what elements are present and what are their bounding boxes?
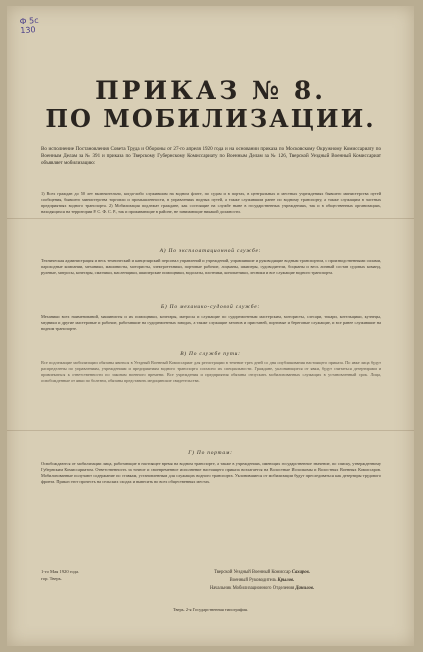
- order-date: 1-го Мая 1920 года.: [41, 569, 80, 574]
- archive-stamp-line1: Ф 5с: [19, 15, 39, 27]
- document-sheet: [7, 6, 414, 646]
- section-body-track: Все подлежащие мобилизации обязаны явиться в Уездный Военный Комиссариат для регистрации в течение трех дней со дня опубликования настоящего приказа. По явке лица будут распределены по управлениям, учреждениям и предприятиям водного транспорта согласно их специальности. Граждане, уклоняющиеся от явки, будут считаться дезертирами и привлекаться к ответственности по законам военного времени. Все учреждения и предприятия обязаны отпускать мобилизованных служащих в установленный срок. Лица, освобожденные от явки по болезни, обязаны представить медицинские свидетельства.: [41, 360, 381, 384]
- section-body-exploitation: Техническая администрация и весь технический и канцелярский персонал управлений и учреждений, управлявшие и руководящие водным транспортом, с производственными силами, пароходные компании, механики, машинисты, мотористы, электротехники, портовые рабочие, лоцманы, шкиперы, судоводители, боцманы и весь личный состав судовых команд, рулевые, матросы, кочегары, смазчики, масленщики, шкиперские помощники, водолазы, плотники, конопатчики, лесники и все служащие водного транспорта.: [41, 258, 381, 276]
- signature-role-1: Тверской Уездный Военный Комиссар: [214, 570, 291, 575]
- fold-line: [7, 430, 414, 431]
- signature-name-2: Крылов.: [277, 578, 295, 584]
- order-title: ПРИКАЗ № 8.: [95, 76, 326, 105]
- signature-block: [137, 569, 387, 594]
- paragraph-1: 1) Всех граждан до 50 лет включительно, когда-либо служившим на водном флоте, по судам и в портах, в центральных и местных учреждениях бывшего министерства путей сообщения, бывшего министерства торговли и промышленности, в управлениях водных путей, а также служившим ранее по водному транспорту, а также служащим в частных предприятиях водного транспорта. 2) Мобилизация подлежат граждане, как состоящие на службе ныне в государственных учреждениях, так и в общественных организациях, находящихся на территории Р. С. Ф. С. Р., так и проживающие в районе, не занимающие никакой должности.: [41, 191, 381, 215]
- section-body-mechanical: Механики всех наименований, машинисты и их помощники, кочегары, матросы и служащие по судоремонтным мастерским, мотористы, слесари, токари, котельщики, кузнецы, медники и другие мастеровые и рабочие, работавшие на судоремонтных заводах, а также служащие затонов и пристаней, портовые и береговые служащие, и все ранее служившие на водном транспорте.: [41, 314, 381, 332]
- signature-role-2: Военный Руководитель: [229, 578, 277, 584]
- section-title-mechanical: Б) По механико-судовой службе:: [160, 304, 261, 310]
- fold-line: [7, 218, 414, 219]
- signature-role-3: Начальник Мобилизационного Отделения: [209, 586, 295, 592]
- section-title-track: В) По службе пути:: [180, 351, 241, 357]
- intro-paragraph: Во исполнение Постановления Совета Труда и Обороны от 27-го апреля 1920 года и на основании приказа по Московскому Окружному Комиссариату по Военным Делам за № 391 и приказа по Тверскому Губернскому Комиссариату по Военным Делам за № 126, Тверской Уездный Военный Комиссариат объявляет мобилизацию:: [41, 146, 381, 167]
- section-title-exploitation: А) По эксплоатационной службе:: [159, 248, 262, 254]
- order-place: гор. Тверь.: [41, 575, 62, 581]
- signature-line-2: [137, 577, 387, 585]
- archive-stamp: [19, 15, 54, 35]
- printer-imprint: Тверь. 2-я Государственная типография.: [173, 607, 248, 612]
- signature-line-1: [137, 569, 387, 577]
- signature-line-3: [137, 585, 387, 593]
- order-subtitle: ПО МОБИЛИЗАЦИИ.: [45, 104, 376, 133]
- archive-stamp-line2: 130: [20, 25, 36, 36]
- signature-name-1: Сахаров.: [291, 570, 310, 575]
- section-title-ports: Г) По портам:: [188, 450, 233, 456]
- signature-name-3: Данилов.: [295, 586, 315, 592]
- section-body-ports: Освобождаются от мобилизации лица, работающие в настоящее время на водном транспорте, а также в учреждениях, имеющих государственное значение, по списку, утвержденному Губернским Комиссариатом. Ответственность за точное и своевременное исполнение настоящего приказа возлагается на Волостные Исполкомы и Волостных Военных Комиссаров. Мобилизованные получают содержание по ставкам, установленным для служащих водного транспорта. Уклонившиеся от мобилизации будут преследоваться как дезертиры трудового фронта. Приказ этот прочесть на сельских сходах и вывесить во всех общественных местах.: [41, 461, 381, 485]
- date-place: [41, 569, 79, 582]
